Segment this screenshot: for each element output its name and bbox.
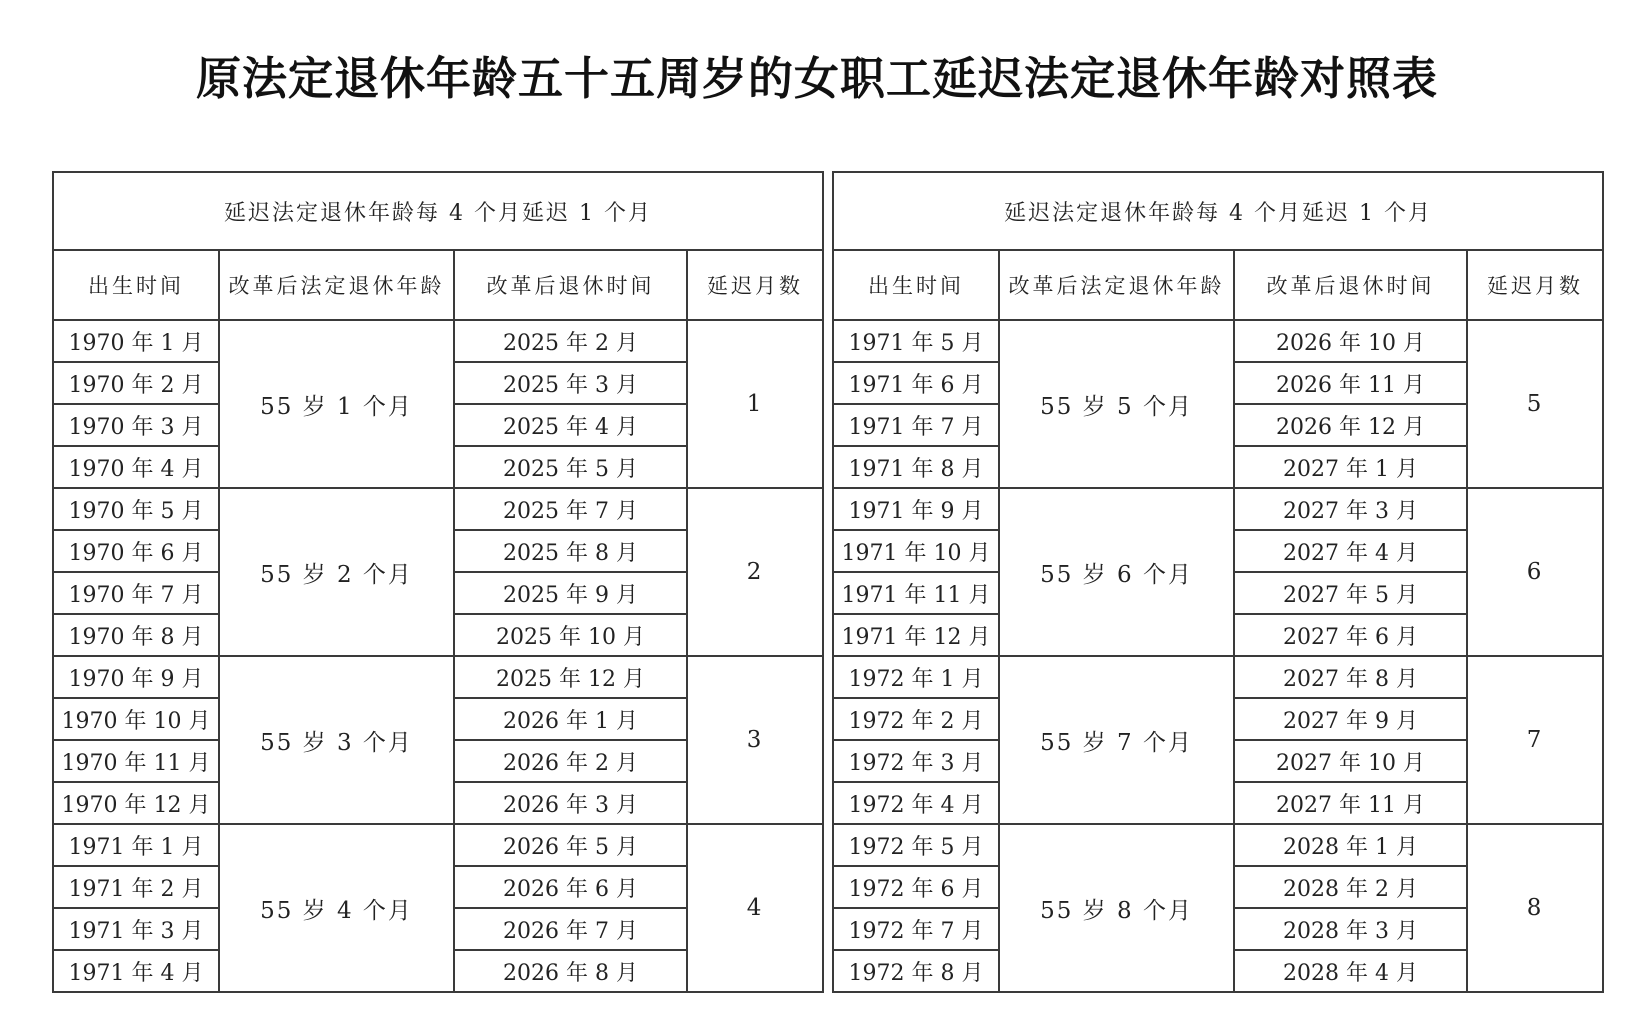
table-row [53,824,823,866]
birth-date-cell: 1971 年 5 月 [833,320,999,362]
table-row [833,320,1603,362]
delay-months-cell: 5 [1467,320,1603,488]
delay-months-cell: 3 [687,656,823,824]
retirement-time-cell: 2027 年 5 月 [1234,572,1467,614]
retirement-time-cell: 2028 年 2 月 [1234,866,1467,908]
document-title: 原法定退休年龄五十五周岁的女职工延迟法定退休年龄对照表 [195,52,1438,105]
table-row [53,320,823,362]
delay-months-cell: 2 [687,488,823,656]
birth-date-cell: 1970 年 10 月 [53,698,219,740]
birth-date-cell: 1972 年 5 月 [833,824,999,866]
retirement-time-cell: 2025 年 12 月 [454,656,687,698]
delay-months-cell: 8 [1467,824,1603,992]
retirement-time-cell: 2027 年 3 月 [1234,488,1467,530]
birth-date-cell: 1971 年 6 月 [833,362,999,404]
birth-date-cell: 1972 年 1 月 [833,656,999,698]
birth-date-cell: 1971 年 3 月 [53,908,219,950]
delay-months-cell: 1 [687,320,823,488]
retirement-time-cell: 2026 年 12 月 [1234,404,1467,446]
birth-date-cell: 1972 年 8 月 [833,950,999,992]
header-retirement-age: 改革后法定退休年龄 [999,250,1234,320]
retirement-age-cell: 55 岁 8 个月 [999,824,1234,992]
header-retirement-time: 改革后退休时间 [454,250,687,320]
birth-date-cell: 1970 年 5 月 [53,488,219,530]
retirement-time-cell: 2028 年 4 月 [1234,950,1467,992]
table-row [833,656,1603,698]
retirement-time-cell: 2025 年 4 月 [454,404,687,446]
retirement-time-cell: 2026 年 2 月 [454,740,687,782]
comparison-table-right [832,171,1604,993]
birth-date-cell: 1970 年 12 月 [53,782,219,824]
birth-date-cell: 1972 年 2 月 [833,698,999,740]
birth-date-cell: 1971 年 12 月 [833,614,999,656]
retirement-time-cell: 2026 年 7 月 [454,908,687,950]
birth-date-cell: 1970 年 4 月 [53,446,219,488]
table-row [53,656,823,698]
retirement-time-cell: 2026 年 10 月 [1234,320,1467,362]
birth-date-cell: 1972 年 7 月 [833,908,999,950]
birth-date-cell: 1970 年 3 月 [53,404,219,446]
retirement-time-cell: 2027 年 11 月 [1234,782,1467,824]
comparison-table-left [52,171,824,993]
retirement-age-cell: 55 岁 4 个月 [219,824,454,992]
retirement-time-cell: 2025 年 2 月 [454,320,687,362]
delay-months-cell: 6 [1467,488,1603,656]
span-header: 延迟法定退休年龄每 4 个月延迟 1 个月 [833,172,1603,250]
header-birth-date: 出生时间 [833,250,999,320]
retirement-time-cell: 2028 年 1 月 [1234,824,1467,866]
retirement-time-cell: 2028 年 3 月 [1234,908,1467,950]
birth-date-cell: 1972 年 6 月 [833,866,999,908]
retirement-time-cell: 2025 年 5 月 [454,446,687,488]
span-header: 延迟法定退休年龄每 4 个月延迟 1 个月 [53,172,823,250]
column-header-row [833,250,1603,320]
retirement-time-cell: 2027 年 10 月 [1234,740,1467,782]
retirement-time-cell: 2025 年 8 月 [454,530,687,572]
retirement-time-cell: 2025 年 7 月 [454,488,687,530]
birth-date-cell: 1971 年 7 月 [833,404,999,446]
birth-date-cell: 1970 年 6 月 [53,530,219,572]
birth-date-cell: 1971 年 11 月 [833,572,999,614]
birth-date-cell: 1972 年 3 月 [833,740,999,782]
span-header-row [833,172,1603,250]
birth-date-cell: 1970 年 8 月 [53,614,219,656]
retirement-time-cell: 2027 年 4 月 [1234,530,1467,572]
retirement-age-cell: 55 岁 3 个月 [219,656,454,824]
retirement-time-cell: 2027 年 8 月 [1234,656,1467,698]
birth-date-cell: 1971 年 1 月 [53,824,219,866]
birth-date-cell: 1971 年 4 月 [53,950,219,992]
retirement-time-cell: 2026 年 3 月 [454,782,687,824]
table-row [53,488,823,530]
retirement-time-cell: 2025 年 9 月 [454,572,687,614]
retirement-age-cell: 55 岁 1 个月 [219,320,454,488]
birth-date-cell: 1971 年 10 月 [833,530,999,572]
birth-date-cell: 1970 年 2 月 [53,362,219,404]
retirement-age-cell: 55 岁 2 个月 [219,488,454,656]
retirement-age-cell: 55 岁 7 个月 [999,656,1234,824]
birth-date-cell: 1970 年 7 月 [53,572,219,614]
header-retirement-time: 改革后退休时间 [1234,250,1467,320]
header-birth-date: 出生时间 [53,250,219,320]
retirement-age-cell: 55 岁 6 个月 [999,488,1234,656]
retirement-time-cell: 2026 年 8 月 [454,950,687,992]
retirement-age-cell: 55 岁 5 个月 [999,320,1234,488]
birth-date-cell: 1971 年 9 月 [833,488,999,530]
header-retirement-age: 改革后法定退休年龄 [219,250,454,320]
birth-date-cell: 1971 年 8 月 [833,446,999,488]
retirement-time-cell: 2026 年 1 月 [454,698,687,740]
delay-months-cell: 7 [1467,656,1603,824]
span-header-row [53,172,823,250]
retirement-time-cell: 2026 年 5 月 [454,824,687,866]
retirement-time-cell: 2026 年 11 月 [1234,362,1467,404]
table-row [833,488,1603,530]
retirement-time-cell: 2027 年 1 月 [1234,446,1467,488]
birth-date-cell: 1970 年 1 月 [53,320,219,362]
table-row [833,824,1603,866]
birth-date-cell: 1972 年 4 月 [833,782,999,824]
birth-date-cell: 1970 年 9 月 [53,656,219,698]
column-header-row [53,250,823,320]
retirement-time-cell: 2027 年 9 月 [1234,698,1467,740]
comparison-tables [52,171,1600,987]
delay-months-cell: 4 [687,824,823,992]
retirement-time-cell: 2026 年 6 月 [454,866,687,908]
retirement-time-cell: 2025 年 10 月 [454,614,687,656]
retirement-time-cell: 2025 年 3 月 [454,362,687,404]
header-delay-months: 延迟月数 [1467,250,1603,320]
birth-date-cell: 1970 年 11 月 [53,740,219,782]
retirement-time-cell: 2027 年 6 月 [1234,614,1467,656]
header-delay-months: 延迟月数 [687,250,823,320]
birth-date-cell: 1971 年 2 月 [53,866,219,908]
